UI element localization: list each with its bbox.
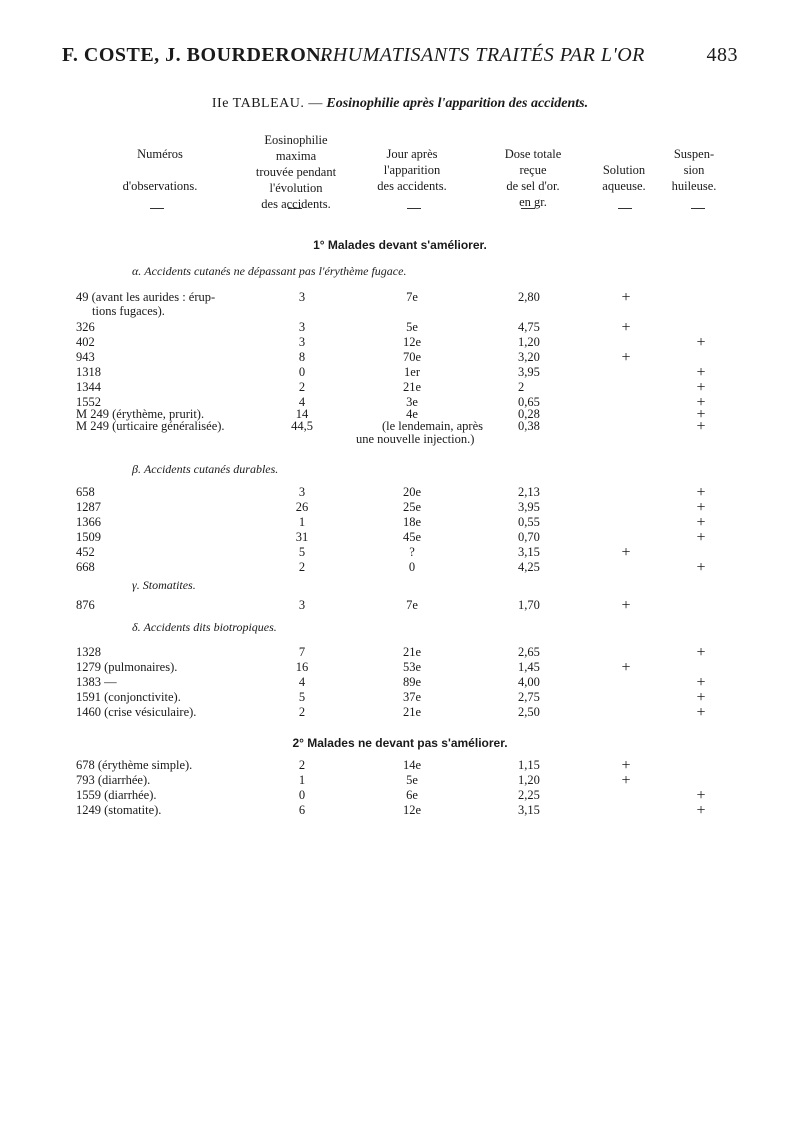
jour-cell: 89e	[402, 675, 422, 689]
table-row	[0, 675, 800, 690]
obs-cell: 793 (diarrhée).	[76, 773, 151, 787]
eos-cell: 5	[298, 690, 306, 704]
table-row	[0, 645, 800, 660]
dose-cell: 1,20	[518, 335, 540, 349]
suspension-mark: +	[696, 704, 706, 721]
obs-cell: 326	[76, 320, 95, 334]
col-header-dose: Dose totale reçue de sel d'or. en gr.	[504, 147, 562, 209]
eos-cell: 3	[298, 320, 306, 334]
dose-cell: 1,20	[518, 773, 540, 787]
jour-cell: 6e	[406, 788, 418, 802]
table-row	[0, 320, 800, 335]
obs-cell: 1249 (stomatite).	[76, 803, 162, 817]
subsection-heading: β. Accidents cutanés durables.	[132, 462, 279, 476]
table-row	[0, 365, 800, 380]
col-header-eos: Eosinophilie maxima trouvée pendant l'évolution des accidents.	[255, 133, 337, 211]
obs-cell: 49 (avant les aurides : érup-	[76, 290, 216, 304]
jour-cell: 25e	[402, 500, 422, 514]
jour-continuation: une nouvelle injection.)	[356, 432, 475, 446]
obs-cell: 876	[76, 598, 95, 612]
dose-cell: 2	[518, 380, 525, 394]
dose-cell: 3,20	[518, 350, 540, 364]
dose-cell: 4,00	[518, 675, 540, 689]
suspension-mark: +	[696, 787, 706, 804]
eos-cell: 2	[298, 705, 306, 719]
dose-cell: 0,70	[518, 530, 540, 544]
table-row	[0, 560, 800, 575]
jour-cell: 21e	[402, 645, 422, 659]
eos-cell: 2	[298, 758, 306, 772]
dose-cell: 4,75	[518, 320, 540, 334]
obs-continuation: tions fugaces).	[92, 304, 165, 318]
subsection-heading: α. Accidents cutanés ne dépassant pas l'érythème fugace.	[132, 264, 407, 278]
obs-cell: M 249 (érythème, prurit).	[76, 407, 205, 421]
suspension-mark: +	[696, 559, 706, 576]
dose-cell: 2,13	[518, 485, 540, 499]
col-header-jour: Jour après l'apparition des accidents.	[377, 147, 447, 193]
obs-cell: 1559 (diarrhée).	[76, 788, 157, 802]
jour-cell: 18e	[402, 515, 422, 529]
eos-cell: 26	[295, 500, 309, 514]
obs-cell: 1460 (crise vésiculaire).	[76, 705, 197, 719]
solution-mark: +	[621, 289, 631, 306]
table-row	[0, 530, 800, 545]
jour-cell: 70e	[402, 350, 422, 364]
obs-cell: 678 (érythème simple).	[76, 758, 193, 772]
dose-cell: 3,95	[518, 365, 540, 379]
jour-cell: (le lendemain, après	[382, 419, 483, 433]
dose-cell: 2,80	[518, 290, 540, 304]
table-row	[0, 545, 800, 560]
obs-cell: 452	[76, 545, 95, 559]
table-row	[0, 515, 800, 530]
suspension-mark: +	[696, 406, 706, 423]
suspension-mark: +	[696, 364, 706, 381]
header-rule	[691, 208, 705, 209]
obs-cell: 1344	[76, 380, 101, 394]
jour-cell: 1er	[404, 365, 420, 379]
jour-cell: 5e	[406, 320, 418, 334]
suspension-mark: +	[696, 802, 706, 819]
jour-cell: 37e	[402, 690, 422, 704]
running-header	[62, 44, 738, 72]
eos-cell: 0	[298, 788, 306, 802]
suspension-mark: +	[696, 514, 706, 531]
eos-cell: 2	[298, 560, 306, 574]
header-rule	[521, 208, 535, 209]
obs-cell: 1383 —	[76, 675, 117, 689]
suspension-mark: +	[696, 674, 706, 691]
dose-cell: 1,15	[518, 758, 540, 772]
eos-cell: 3	[298, 290, 306, 304]
eos-cell: 4	[298, 675, 306, 689]
table-title	[0, 96, 800, 112]
dose-cell: 4,25	[518, 560, 540, 574]
dose-cell: 1,70	[518, 598, 540, 612]
eos-cell: 1	[298, 773, 306, 787]
solution-mark: +	[621, 597, 631, 614]
solution-mark: +	[621, 757, 631, 774]
eos-cell: 5	[298, 545, 306, 559]
jour-cell: 53e	[402, 660, 422, 674]
jour-cell: 7e	[406, 598, 418, 612]
eos-cell: 31	[295, 530, 309, 544]
eos-cell: 8	[298, 350, 306, 364]
table-row	[0, 788, 800, 803]
suspension-mark: +	[696, 484, 706, 501]
eos-cell: 6	[298, 803, 306, 817]
header-authors: F. COSTE, J. BOURDERON.	[62, 44, 327, 66]
col-header-huil: Suspen- sion huileuse.	[671, 147, 717, 193]
suspension-mark: +	[696, 418, 706, 435]
dose-cell: 0,55	[518, 515, 540, 529]
table-row	[0, 705, 800, 720]
table-row	[0, 690, 800, 705]
eos-cell: 3	[298, 335, 306, 349]
jour-cell: 14e	[402, 758, 422, 772]
jour-cell: 0	[408, 560, 416, 574]
eos-cell: 2	[298, 380, 306, 394]
subsection-heading: δ. Accidents dits biotropiques.	[132, 620, 277, 634]
obs-cell: 1279 (pulmonaires).	[76, 660, 178, 674]
eos-cell: 7	[298, 645, 306, 659]
table-row	[0, 380, 800, 395]
suspension-mark: +	[696, 499, 706, 516]
eos-cell: 1	[298, 515, 306, 529]
suspension-mark: +	[696, 689, 706, 706]
table-row	[0, 350, 800, 365]
obs-cell: 1366	[76, 515, 101, 529]
dose-cell: 3,15	[518, 545, 540, 559]
solution-mark: +	[621, 772, 631, 789]
obs-cell: 658	[76, 485, 95, 499]
header-rule	[150, 208, 164, 209]
jour-cell: 45e	[402, 530, 422, 544]
eos-cell: 3	[298, 598, 306, 612]
table-row	[0, 773, 800, 788]
table-row	[0, 485, 800, 500]
suspension-mark: +	[696, 379, 706, 396]
jour-cell: 21e	[402, 705, 422, 719]
jour-cell: 5e	[406, 773, 418, 787]
obs-cell: 1318	[76, 365, 101, 379]
col-header-sol: Solution aqueuse.	[602, 163, 646, 193]
obs-cell: 668	[76, 560, 95, 574]
table-row	[0, 803, 800, 818]
header-rule	[407, 208, 421, 209]
header-title: RHUMATISANTS TRAITÉS PAR L'OR	[320, 44, 645, 66]
solution-mark: +	[621, 349, 631, 366]
jour-cell: 12e	[402, 803, 422, 817]
dose-cell: 3,15	[518, 803, 540, 817]
table-number: IIe TABLEAU. —	[211, 96, 323, 111]
obs-cell: 402	[76, 335, 95, 349]
jour-cell: 3e	[406, 395, 418, 409]
obs-cell: 943	[76, 350, 95, 364]
solution-mark: +	[621, 319, 631, 336]
suspension-mark: +	[696, 644, 706, 661]
table-row	[0, 598, 800, 613]
dose-cell: 2,25	[518, 788, 540, 802]
page-number: 483	[706, 44, 738, 66]
jour-cell: ?	[409, 545, 415, 559]
eos-cell: 4	[298, 395, 306, 409]
header-rule	[618, 208, 632, 209]
dose-cell: 2,75	[518, 690, 540, 704]
obs-cell: M 249 (urticaire généralisée).	[76, 419, 225, 433]
dose-cell: 2,65	[518, 645, 540, 659]
section-heading: 1° Malades devant s'améliorer.	[313, 238, 487, 252]
suspension-mark: +	[696, 334, 706, 351]
obs-cell: 1552	[76, 395, 101, 409]
table-row	[0, 335, 800, 350]
eos-cell: 3	[298, 485, 306, 499]
obs-cell: 1287	[76, 500, 101, 514]
jour-cell: 12e	[402, 335, 422, 349]
obs-cell: 1328	[76, 645, 101, 659]
dose-cell: 0,65	[518, 395, 540, 409]
dose-cell: 0,38	[518, 419, 540, 433]
eos-cell: 44,5	[291, 419, 313, 433]
dose-cell: 3,95	[518, 500, 540, 514]
header-rule	[288, 208, 302, 209]
table-row	[0, 660, 800, 675]
col-header-obs: Numéros d'observations.	[122, 147, 198, 193]
table-row	[0, 500, 800, 515]
dose-cell: 2,50	[518, 705, 540, 719]
dose-cell: 0,28	[518, 407, 540, 421]
obs-cell: 1591 (conjonctivite).	[76, 690, 181, 704]
jour-cell: 21e	[402, 380, 422, 394]
table-row	[0, 290, 800, 305]
eos-cell: 14	[295, 407, 309, 421]
jour-cell: 7e	[406, 290, 418, 304]
solution-mark: +	[621, 544, 631, 561]
suspension-mark: +	[696, 529, 706, 546]
jour-cell: 20e	[402, 485, 422, 499]
eos-cell: 16	[295, 660, 309, 674]
obs-cell: 1509	[76, 530, 101, 544]
subsection-heading: γ. Stomatites.	[132, 578, 196, 592]
section-heading: 2° Malades ne devant pas s'améliorer.	[292, 736, 508, 750]
table-row	[0, 758, 800, 773]
suspension-mark: +	[696, 394, 706, 411]
table-subtitle: Eosinophilie après l'apparition des accidents.	[326, 96, 589, 111]
eos-cell: 0	[298, 365, 306, 379]
dose-cell: 1,45	[518, 660, 540, 674]
solution-mark: +	[621, 659, 631, 676]
jour-cell: 4e	[406, 407, 418, 421]
